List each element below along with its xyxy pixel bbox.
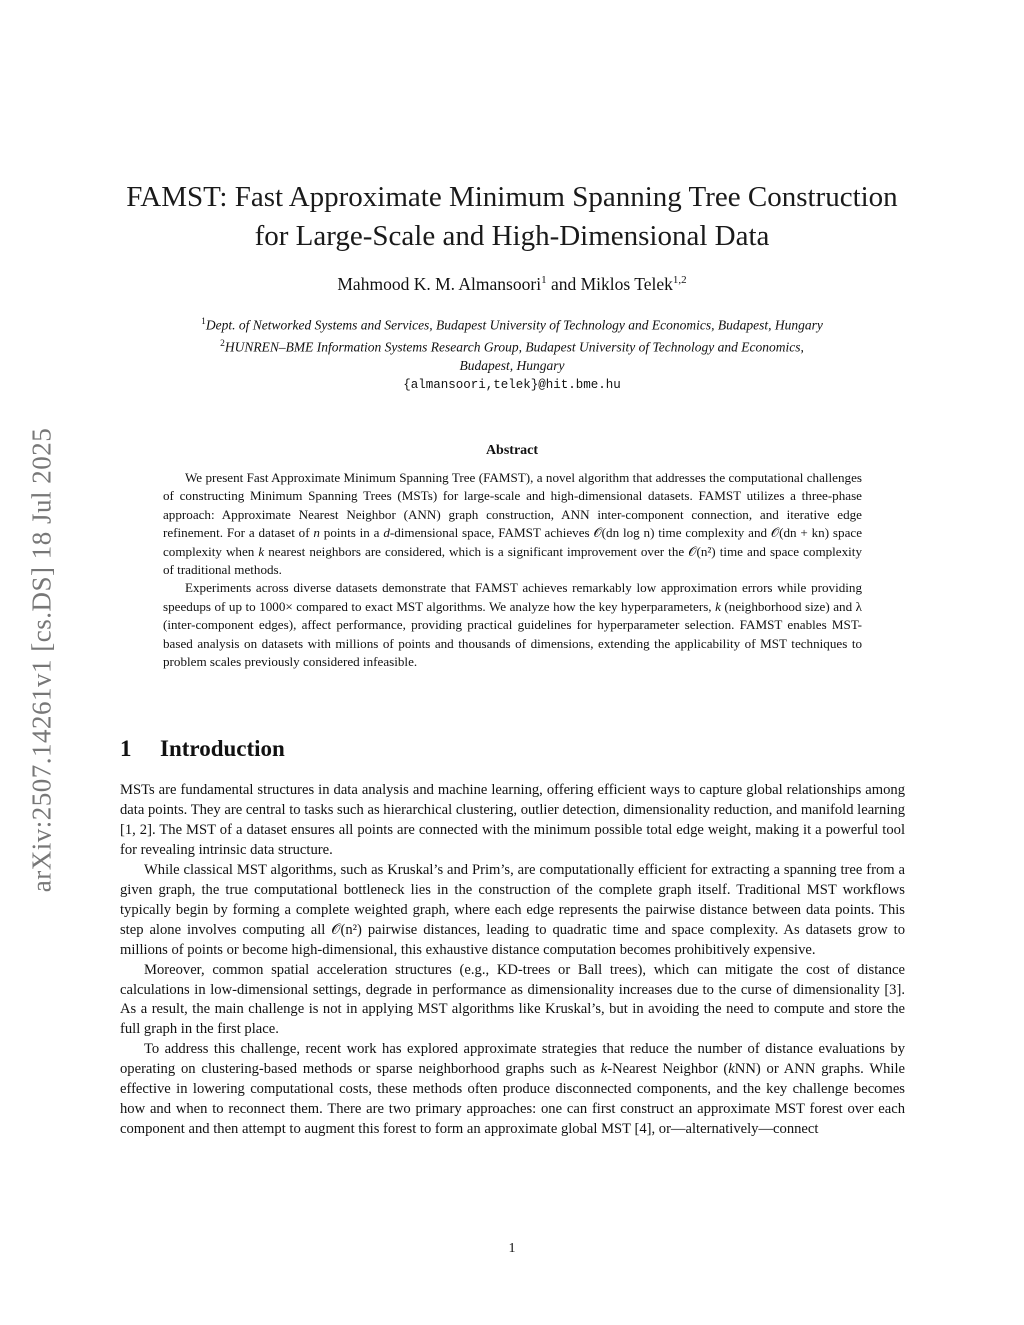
abstract-text: -dimensional space, FAMST achieves xyxy=(389,525,594,541)
math-expression: 𝒪(dn log n) xyxy=(593,525,655,541)
author-list xyxy=(100,274,924,295)
affiliation-2-line-2: Budapest, Hungary xyxy=(459,358,565,373)
math-var: k xyxy=(600,1061,608,1078)
abstract-paragraph-1 xyxy=(163,469,862,579)
abstract-text: Experiments across diverse datasets demonstrate that FAMST achieves remarkably low approximation errors while providing speedups of up to 1000× compared to exact MST algorithms. We analyze how the key hyperparameters, xyxy=(163,580,862,614)
body-paragraph-2 xyxy=(120,861,905,961)
math-expression: 𝒪(n²) xyxy=(331,921,362,938)
body-paragraph-3: Moreover, common spatial acceleration structures (e.g., KD-trees or Ball trees), which can mitigate the cost of distance calculations in low-dimensional settings, degrade in performance as dimensionality increases due to the curse of dimensionality [3]. As a result, the main challenge is not in applying MST algorithms like Kruskal’s, but in avoiding the need to compute and store the full graph in the first place. xyxy=(120,961,905,1038)
body-text-run: pairwise distances, leading to quadratic time and space complexity. As datasets grow to millions of points or become high-dimensional, this exhaustive distance computation becomes prohibitively expensive. xyxy=(120,921,905,958)
author-1-affil: 1 xyxy=(541,274,547,287)
body-text-run: NN) or ANN graphs. While effective in lowering computational costs, these methods often produce disconnected components, and the key challenge becomes how and when to reconnect them. There are two primary approaches: one can first construct an approximate MST forest over each component and then attempt to augment this forest to form an approximate global MST [4], or—alternatively—connect xyxy=(120,1061,906,1138)
page-number: 1 xyxy=(508,1241,516,1256)
affiliation-1-marker: 1 xyxy=(201,317,206,327)
author-2: Miklos Telek xyxy=(580,274,673,294)
section-heading xyxy=(120,736,285,762)
abstract-text: nearest neighbors are considered, which is a significant improvement over the xyxy=(264,543,689,559)
abstract-text: points in a xyxy=(319,525,384,541)
author-emails: {almansoori,telek}@hit.bme.hu xyxy=(403,377,621,392)
math-expression: 𝒪(n²) xyxy=(688,543,716,559)
math-var: d xyxy=(383,525,390,541)
author-conjunction: and xyxy=(546,274,581,294)
title-line-1: FAMST: Fast Approximate Minimum Spanning Tree Construction xyxy=(126,181,898,213)
abstract-text: time and space complexity of traditional methods. xyxy=(163,543,862,578)
abstract-text: space complexity when xyxy=(163,525,863,559)
math-var: k xyxy=(258,543,265,559)
section-number: 1 xyxy=(120,736,132,761)
paper-title xyxy=(100,178,924,256)
arxiv-identifier-stamp: arXiv:2507.14261v1 [cs.DS] 18 Jul 2025 xyxy=(26,427,57,893)
affiliation-2 xyxy=(110,335,914,357)
affiliation-2-line-1: HUNREN–BME Information Systems Research Group, Budapest University of Technology and Economics, xyxy=(224,339,804,355)
abstract-text: We present Fast Approximate Minimum Spanning Tree (FAMST), a novel algorithm that addresses the computational challenges of constructing Minimum Spanning Trees (MSTs) for large-scale and high-dimensional datasets. FAMST utilizes a three-phase approach: Approximate Nearest Neighbor (ANN) graph construction, ANN inter-component connection, and iterative edge refinement. For a dataset of xyxy=(163,470,862,541)
body-paragraph-4 xyxy=(120,1040,905,1140)
body-paragraph-1: MSTs are fundamental structures in data analysis and machine learning, offering efficient ways to capture global relationships among data points. They are central to tasks such as hierarchical clustering, outlier detection, dimensionality reduction, and manifold learning [1, 2]. The MST of a dataset ensures all points are connected with the minimum possible total edge weight, making it a powerful tool for revealing intrinsic data structure. xyxy=(120,782,905,858)
abstract-text: (neighborhood size) and xyxy=(720,598,856,614)
affiliations xyxy=(110,313,914,394)
section-title: Introduction xyxy=(160,736,285,761)
affiliation-2-marker: 2 xyxy=(220,339,225,349)
math-var: k xyxy=(715,598,721,614)
body-text-run: To address this challenge, recent work has explored approximate strategies that reduce the number of distance evaluations by operating on clustering-based methods or sparse neighborhood graphs such as xyxy=(120,1041,905,1078)
abstract-text: (inter-component edges), affect performance, providing practical guidelines for hyperparameter selection. FAMST enables MST-based analysis on datasets with millions of points and thousands of dimensions, extending the applicability of MST techniques to problem scales previously considered infeasible. xyxy=(163,617,862,670)
math-var: k xyxy=(728,1061,735,1078)
math-expression: 𝒪(dn + kn) xyxy=(770,525,830,541)
math-var: λ xyxy=(855,598,863,614)
abstract-body xyxy=(163,469,862,671)
abstract-text: time complexity and xyxy=(654,525,771,541)
abstract-heading: Abstract xyxy=(485,443,539,458)
title-line-2: for Large-Scale and High-Dimensional Data xyxy=(254,220,770,252)
body-text-run: -Nearest Neighbor ( xyxy=(607,1061,729,1078)
abstract-paragraph-2 xyxy=(163,579,862,671)
body-text-run: While classical MST algorithms, such as Kruskal’s and Prim’s, are computationally efficient for extracting a spanning tree from a given graph, the true computational bottleneck lies in the construction of the complete graph itself. Traditional MST workflows typically begin by forming a complete weighted graph, where each edge represents the pairwise distance between data points. This step alone involves computing all xyxy=(120,861,905,938)
affiliation-1-text: Dept. of Networked Systems and Services, Budapest University of Technology and Economics, Budapest, Hungary xyxy=(205,317,823,333)
affiliation-1 xyxy=(110,313,914,335)
math-var: n xyxy=(313,525,320,541)
author-2-affil: 1,2 xyxy=(672,274,687,287)
author-1: Mahmood K. M. Almansoori xyxy=(337,274,542,294)
body-text xyxy=(120,781,905,1140)
